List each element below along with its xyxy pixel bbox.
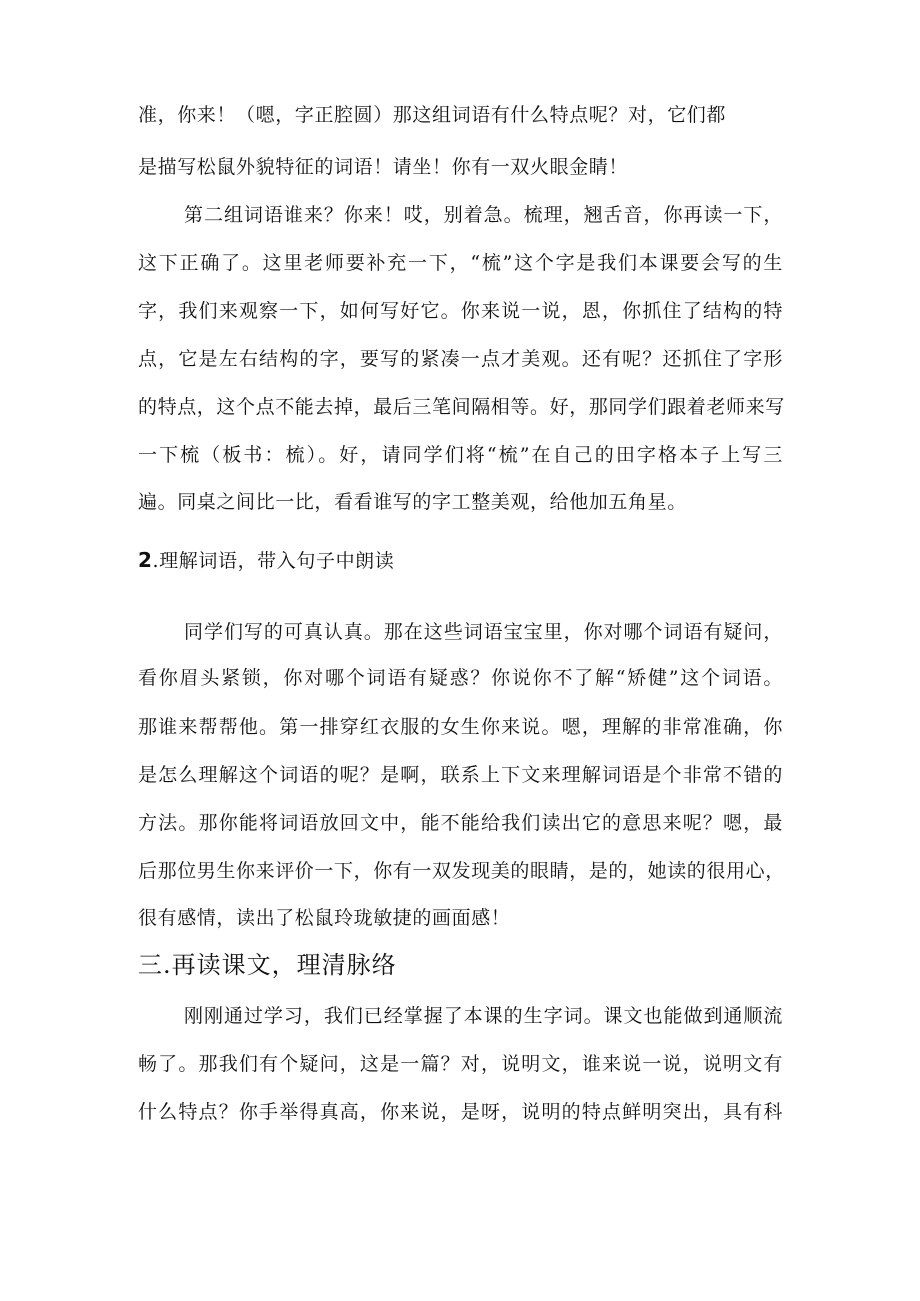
paragraph-line: 刚刚通过学习，我们已经掌握了本课的生字词。课文也能做到通顺流 (184, 1005, 783, 1027)
paragraph-line: 看你眉头紧锁，你对哪个词语有疑惑？你说你不了解“矫健”这个词语。 (138, 667, 783, 689)
paragraph-line: 准，你来！（嗯，字正腔圆）那这组词语有什么特点呢？对，它们都 (138, 104, 727, 126)
paragraph-line: 方法。那你能将词语放回文中，能不能给我们读出它的意思来呢？嗯，最 (138, 812, 783, 834)
paragraph-line: 的特点，这个点不能去掉，最后三笔间隔相等。好，那同学们跟着老师来写 (138, 396, 785, 418)
paragraph-line: 什么特点？你手举得真高，你来说，是呀，说明的特点鲜明突出，具有科 (138, 1101, 783, 1123)
section-title: .理解词语，带入句子中朗读 (152, 550, 395, 572)
paragraph-line: 是描写松鼠外貌特征的词语！请坐！你有一双火眼金睛！ (138, 156, 629, 178)
paragraph-line: 后那位男生你来评价一下，你有一双发现美的眼睛，是的，她读的很用心， (138, 860, 785, 882)
paragraph-line: 是怎么理解这个词语的呢？是啊，联系上下文来理解词语是个非常不错的 (138, 764, 783, 786)
paragraph-line: 很有感情，读出了松鼠玲珑敏捷的画面感！ (138, 907, 511, 929)
paragraph-line: 同学们写的可真认真。那在这些词语宝宝里，你对哪个词语有疑问， (184, 621, 783, 643)
section-number: 2 (138, 548, 153, 572)
paragraph-line: 第二组词语谁来？你来！哎，别着急。梳理，翘舌音，你再读一下， (184, 204, 783, 226)
paragraph-line: 点，它是左右结构的字，要写的紧凑一点才美观。还有呢？还抓住了字形 (138, 348, 783, 370)
section-heading: 三.再读课文，理清脉络 (138, 951, 397, 979)
paragraph-line: 这下正确了。这里老师要补充一下，“梳”这个字是我们本课要会写的生 (138, 252, 783, 274)
paragraph-line: 那谁来帮帮他。第一排穿红衣服的女生你来说。嗯，理解的非常准确，你 (138, 716, 783, 738)
paragraph-line: 一下梳（板书：梳）。好，请同学们将“梳”在自己的田字格本子上写三 (138, 444, 783, 466)
section-heading (138, 548, 394, 573)
paragraph-line: 遍。同桌之间比一比，看看谁写的字工整美观，给他加五角星。 (138, 491, 687, 513)
paragraph-line: 畅了。那我们有个疑问，这是一篇？对，说明文，谁来说一说，说明文有 (138, 1053, 783, 1075)
paragraph-line: 字，我们来观察一下，如何写好它。你来说一说，恩，你抓住了结构的特 (138, 300, 783, 322)
